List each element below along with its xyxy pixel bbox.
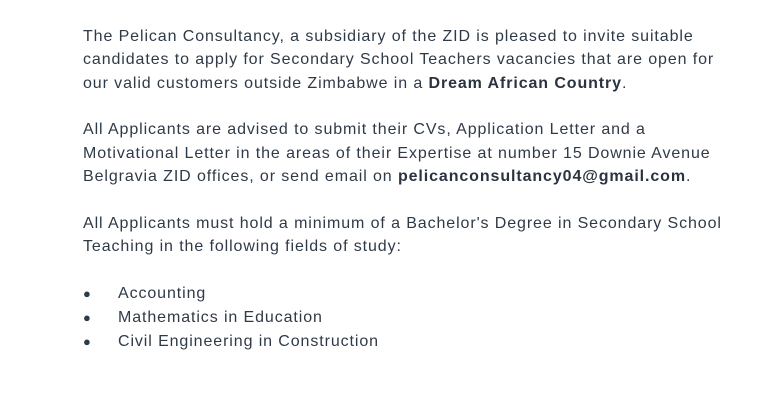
list-item-label: Accounting	[118, 284, 207, 302]
intro-paragraph	[83, 25, 743, 95]
contact-email: pelicanconsultancy04@gmail.com	[397, 167, 686, 185]
fields-of-study-list	[83, 282, 743, 355]
bullet-icon: ●	[83, 334, 92, 350]
intro-period: .	[621, 74, 628, 92]
list-item	[83, 282, 743, 306]
requirements-text: All Applicants must hold a minimum of a Bachelor's Degree in Secondary School Teaching in the following fields of study:	[83, 214, 722, 256]
list-item-label: Civil Engineering in Construction	[118, 333, 379, 351]
intro-text: The Pelican Consultancy, a subsidiary of the ZID is pleased to invite suitable candidates to apply for Secondary School Teachers vacancies that are open for our valid customers outside Zimbabwe in a	[83, 28, 715, 92]
list-item-label: Mathematics in Education	[118, 309, 323, 327]
application-paragraph	[83, 118, 743, 188]
requirements-paragraph	[83, 212, 743, 259]
application-period: .	[685, 167, 692, 185]
bullet-icon: ●	[83, 310, 92, 326]
list-item	[83, 306, 743, 330]
list-item	[83, 330, 743, 354]
destination-highlight: Dream African Country	[428, 74, 622, 92]
application-text: All Applicants are advised to submit their CVs, Application Letter and a Motivational Letter in the areas of their Expertise at number 15 Downie Avenue Belgravia ZID offices, or send email on	[83, 121, 711, 185]
document-body	[83, 25, 743, 355]
bullet-icon: ●	[83, 285, 92, 301]
